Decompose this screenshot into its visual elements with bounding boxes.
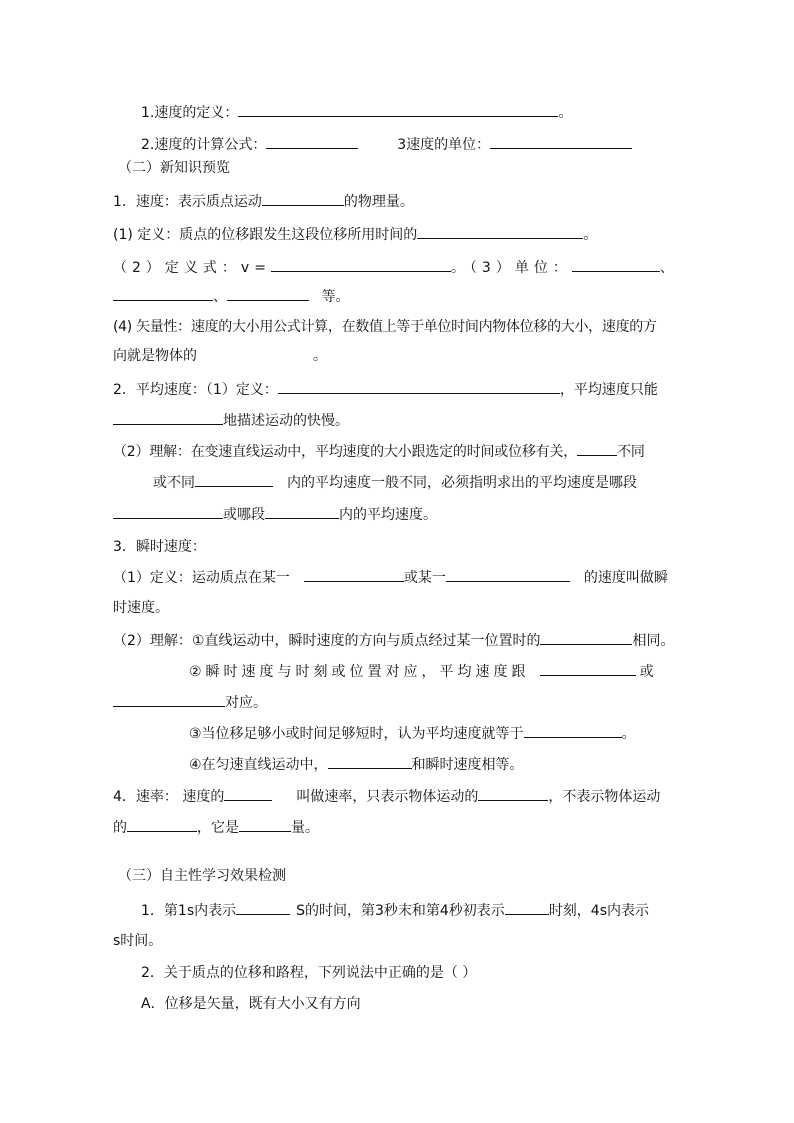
item3-label: 3速度的单位： — [397, 137, 491, 153]
formula-prefix: （2）定义式：v= — [113, 260, 271, 276]
rate-blank-2[interactable] — [478, 786, 548, 801]
item2-label: 2.速度的计算公式： — [141, 137, 267, 153]
avg-line2-suffix: 地描述运动的快慢。 — [223, 413, 349, 429]
inst-und1-suffix: 相同。 — [632, 633, 675, 649]
instant-und-2-line2 — [113, 692, 267, 713]
instant-def-line-2: 时速度。 — [113, 600, 169, 616]
und-line2-suffix: 内的平均速度一般不同，必须指明求出的平均速度是哪段 — [287, 475, 637, 491]
rate-blank-1[interactable] — [224, 786, 272, 801]
und-suffix: 不同 — [617, 444, 645, 460]
unit-blank-1[interactable] — [572, 257, 660, 272]
avg-suffix: ，平均速度只能 — [559, 382, 658, 398]
und-blank-4[interactable] — [265, 504, 339, 519]
review-item-1 — [141, 102, 572, 123]
avg-prefix: 2．平均速度：（1）定义： — [113, 382, 278, 398]
def-end: 。 — [583, 227, 598, 243]
unit-blank-3[interactable] — [227, 286, 309, 301]
und-blank-3[interactable] — [113, 504, 223, 519]
rate-line2-end: 量。 — [291, 820, 319, 836]
instant-und-2 — [189, 661, 654, 682]
understand-line-2 — [153, 472, 637, 493]
rate-line-1 — [113, 786, 660, 807]
q1-blank-1[interactable] — [236, 900, 290, 915]
inst-und4-prefix: ④在匀速直线运动中， — [189, 757, 328, 773]
inst-def-prefix: （1）定义：运动质点在某一 — [113, 570, 290, 586]
question-1 — [141, 900, 649, 921]
rate-blank-3[interactable] — [127, 817, 197, 832]
inst-und2-line2: 对应。 — [225, 695, 267, 711]
speed-line — [113, 191, 414, 212]
definition-line — [113, 224, 597, 245]
rate-line2-prefix: 的 — [113, 820, 127, 836]
inst-und2-blank-2[interactable] — [113, 692, 225, 707]
rate-line2-mid: ，它是 — [197, 820, 239, 836]
inst-def-mid: 或某一 — [403, 570, 446, 586]
inst-und3-prefix: ③当位移足够小或时间足够短时，认为平均速度就等于 — [189, 726, 524, 742]
inst-und2-suffix: 或 — [639, 664, 654, 680]
inst-und3-end: 。 — [621, 726, 636, 742]
inst-und2-prefix: ②瞬时速度与时刻或位置对应，平均速度跟 — [189, 664, 530, 680]
speed-suffix: 的物理量。 — [343, 194, 414, 210]
inst-def-blank-1[interactable] — [304, 567, 404, 582]
formula-blank[interactable] — [271, 257, 451, 272]
question-2: 2．关于质点的位移和路程，下列说法中正确的是（ ） — [141, 965, 477, 981]
units-end: 等。 — [321, 289, 350, 305]
avg-def-blank[interactable] — [278, 379, 560, 394]
section3-heading: （三）自主性学习效果检测 — [118, 868, 286, 884]
inst-und3-blank[interactable] — [524, 723, 622, 738]
inst-und4-blank[interactable] — [328, 754, 412, 769]
vector-line-2 — [113, 346, 327, 366]
und-prefix: （2）理解：在变速直线运动中，平均速度的大小跟选定的时间或位移有关， — [113, 444, 578, 460]
inst-def-blank-2[interactable] — [446, 567, 570, 582]
units-line — [113, 286, 349, 307]
rate-prefix: 4．速率： 速度的 — [113, 789, 225, 805]
item1-end: 。 — [558, 105, 573, 121]
q1-suffix: 时刻，4s内表示 — [548, 903, 650, 919]
def-blank[interactable] — [417, 224, 583, 239]
section2-heading: （二）新知识预览 — [118, 160, 230, 176]
sep-2: 、 — [213, 289, 227, 305]
rate-line-2 — [113, 817, 319, 838]
und-blank-1[interactable] — [577, 441, 617, 456]
vector-line-1: (4) 矢量性：速度的大小用公式计算，在数值上等于单位时间内物体位移的大小，速度的方 — [113, 319, 657, 335]
unit-blank-2[interactable] — [113, 286, 213, 301]
instant-def-line — [113, 567, 668, 588]
speed-blank[interactable] — [262, 191, 344, 206]
instant-und-3 — [189, 723, 636, 744]
avg-line-1 — [113, 379, 658, 400]
q1-prefix: 1．第1s内表示 — [141, 903, 237, 919]
item3-blank[interactable] — [490, 134, 632, 149]
understand-line-3 — [113, 504, 437, 525]
question-1-line2: s时间。 — [113, 933, 163, 949]
speed-prefix: 1．速度：表示质点运动 — [113, 194, 262, 210]
vector-end: 。 — [313, 348, 327, 364]
und-blank-2[interactable] — [195, 472, 273, 487]
instant-heading: 3．瞬时速度： — [113, 539, 206, 555]
item2-blank[interactable] — [266, 134, 358, 149]
inst-und2-blank[interactable] — [540, 661, 636, 676]
rate-suffix: ，不表示物体运动 — [548, 789, 661, 805]
rate-blank-4[interactable] — [239, 817, 291, 832]
rate-mid: 叫做速率，只表示物体运动的 — [296, 789, 479, 805]
item1-blank[interactable] — [238, 102, 558, 117]
item1-label: 1.速度的定义： — [141, 105, 239, 121]
und-line2-prefix: 或不同 — [153, 475, 195, 491]
question-2-option-a[interactable]: A．位移是矢量，既有大小又有方向 — [141, 996, 361, 1012]
q1-blank-2[interactable] — [505, 900, 549, 915]
review-item-2 — [141, 134, 632, 155]
inst-und1-prefix: （2）理解：①直线运动中，瞬时速度的方向与质点经过某一位置时的 — [113, 633, 541, 649]
und-line3-end: 内的平均速度。 — [339, 507, 437, 523]
unit-label: 。（3）单位： — [450, 260, 572, 276]
instant-und-1 — [113, 630, 674, 651]
inst-def-suffix: 的速度叫做瞬 — [583, 570, 668, 586]
avg-line-2 — [113, 410, 349, 431]
formula-line — [113, 257, 674, 278]
def-prefix: (1) 定义：质点的位移跟发生这段位移所用时间的 — [113, 227, 418, 243]
vector-text: 向就是物体的 — [113, 348, 197, 364]
und-line3-mid: 或哪段 — [223, 507, 265, 523]
avg-blank-2[interactable] — [113, 410, 223, 425]
inst-und4-suffix: 和瞬时速度相等。 — [411, 757, 524, 773]
q1-mid: S的时间，第3秒末和第4秒初表示 — [296, 903, 505, 919]
understand-line-1 — [113, 441, 645, 462]
instant-und-4 — [189, 754, 524, 775]
sep-1: 、 — [659, 260, 674, 276]
inst-und1-blank[interactable] — [540, 630, 632, 645]
